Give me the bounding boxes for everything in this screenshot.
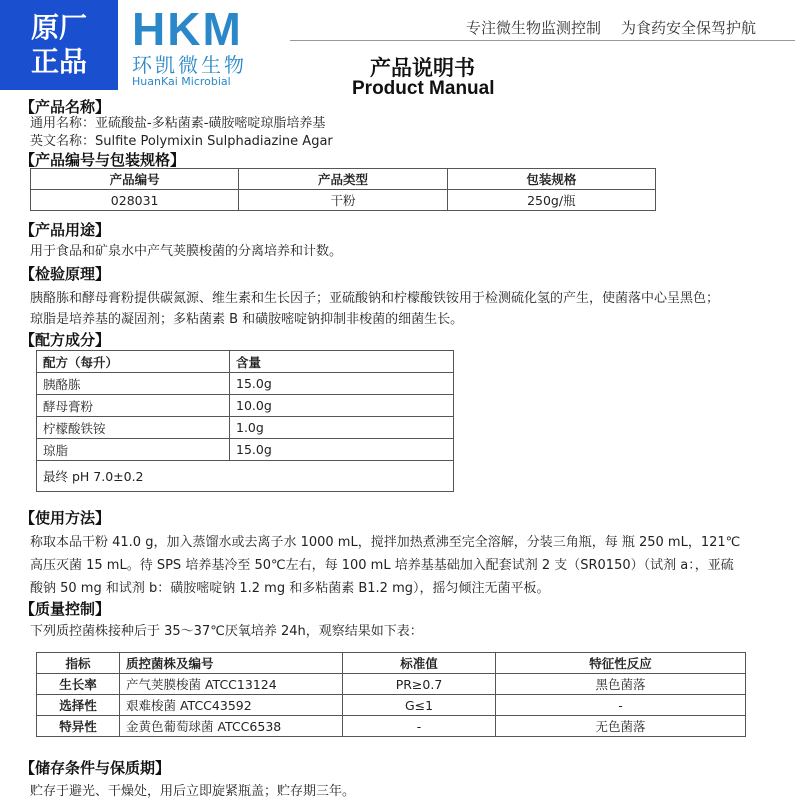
qc-intro: 下列质控菌株接种后于 35～37℃厌氧培养 24h，观察结果如下表： [30,624,423,639]
amount: 1.0g [230,417,454,439]
code-spec-table [30,168,656,211]
slogan-part-2: 为食药安全保驾护航 [621,19,757,37]
table-header-row [31,169,656,190]
table-row [37,674,746,695]
table-header-row [37,653,746,674]
method-line-3: 酸钠 50 mg 和试剂 b：磺胺嘧啶钠 1.2 mg 和多粘菌素 B1.2 mg），摇匀倾注无菌平板。 [30,581,550,596]
method-line-2: 高压灭菌 15 mL。待 SPS 培养基冷至 50℃左右，每 100 mL 培养基基础加入配套试剂 2 支（SR0150）（试剂 a：，亚硫 [30,558,734,573]
standard: - [343,716,496,737]
amount: 15.0g [230,373,454,395]
title-cn: 产品说明书 [370,56,475,80]
qc-table [36,652,746,737]
table-header-row [37,351,454,373]
logo-en: HuanKai Microbial [132,75,231,88]
strain: 产气荚膜梭菌 ATCC13124 [120,674,343,695]
col-type: 产品类型 [239,169,447,190]
common-name: 通用名称：亚硫酸盐-多粘菌素-磺胺嘧啶琼脂培养基 [30,116,326,131]
use-text: 用于食品和矿泉水中产气荚膜梭菌的分离培养和计数。 [30,244,343,259]
principle-line-2: 琼脂是培养基的凝固剂；多粘菌素 B 和磺胺嘧啶钠抑制非梭菌的细菌生长。 [30,312,464,327]
indicator: 特异性 [37,716,120,737]
col-strain: 质控菌株及编号 [120,653,343,674]
section-storage: 【储存条件与保质期】 [20,759,171,777]
title-en: Product Manual [352,78,495,99]
package-spec: 250g/瓶 [447,190,655,211]
table-row [37,373,454,395]
strain: 艰难梭菌 ATCC43592 [120,695,343,716]
product-type: 干粉 [239,190,447,211]
final-ph: 最终 pH 7.0±0.2 [37,461,454,492]
ph-row [37,461,454,492]
logo-mark: HKM [132,3,243,55]
col-reaction: 特征性反应 [496,653,746,674]
section-method: 【使用方法】 [20,509,111,527]
section-qc: 【质量控制】 [20,600,111,618]
col-standard: 标准值 [343,653,496,674]
english-name: 英文名称：Sulfite Polymixin Sulphadiazine Agar [30,134,333,149]
section-principle: 【检验原理】 [20,265,111,283]
table-row [31,190,656,211]
badge-line-2: 正品 [30,45,87,78]
section-formula: 【配方成分】 [20,331,111,349]
slogan [466,17,776,38]
table-row [37,439,454,461]
ingredient: 胰酪胨 [37,373,230,395]
ingredient: 琼脂 [37,439,230,461]
col-indicator: 指标 [37,653,120,674]
logo-cn: 环凯微生物 [132,53,247,77]
amount: 10.0g [230,395,454,417]
table-row [37,417,454,439]
ingredient: 柠檬酸铁铵 [37,417,230,439]
method-line-1: 称取本品干粉 41.0 g，加入蒸馏水或去离子水 1000 mL，搅拌加热煮沸至完全溶解，分装三角瓶，每 瓶 250 mL，121℃ [30,535,741,550]
product-code: 028031 [31,190,239,211]
reaction: 黑色菌落 [496,674,746,695]
reaction: - [496,695,746,716]
standard: G≤1 [343,695,496,716]
col-amount: 含量 [230,351,454,373]
section-code-spec: 【产品编号与包装规格】 [20,151,186,169]
strain: 金黄色葡萄球菌 ATCC6538 [120,716,343,737]
col-pack: 包装规格 [447,169,655,190]
formula-table [36,350,454,492]
storage-text: 贮存于避光、干燥处，用后立即旋紧瓶盖；贮存期三年。 [30,784,356,799]
ingredient: 酵母膏粉 [37,395,230,417]
table-row [37,695,746,716]
company-logo [132,3,292,88]
reaction: 无色菌落 [496,716,746,737]
section-use: 【产品用途】 [20,221,111,239]
indicator: 选择性 [37,695,120,716]
authentic-badge [0,0,118,90]
badge-line-1: 原厂 [30,11,87,44]
table-row [37,716,746,737]
header-divider [290,40,795,41]
indicator: 生长率 [37,674,120,695]
principle-line-1: 胰酪胨和酵母膏粉提供碳氮源、维生素和生长因子；亚硫酸钠和柠檬酸铁铵用于检测硫化氢的产生，使菌落中心呈黑色； [30,291,720,306]
slogan-part-1: 专注微生物监测控制 [466,19,602,37]
col-code: 产品编号 [31,169,239,190]
standard: PR≥0.7 [343,674,496,695]
col-ingredient: 配方（每升） [37,351,230,373]
table-row [37,395,454,417]
section-product-name: 【产品名称】 [20,98,111,116]
amount: 15.0g [230,439,454,461]
